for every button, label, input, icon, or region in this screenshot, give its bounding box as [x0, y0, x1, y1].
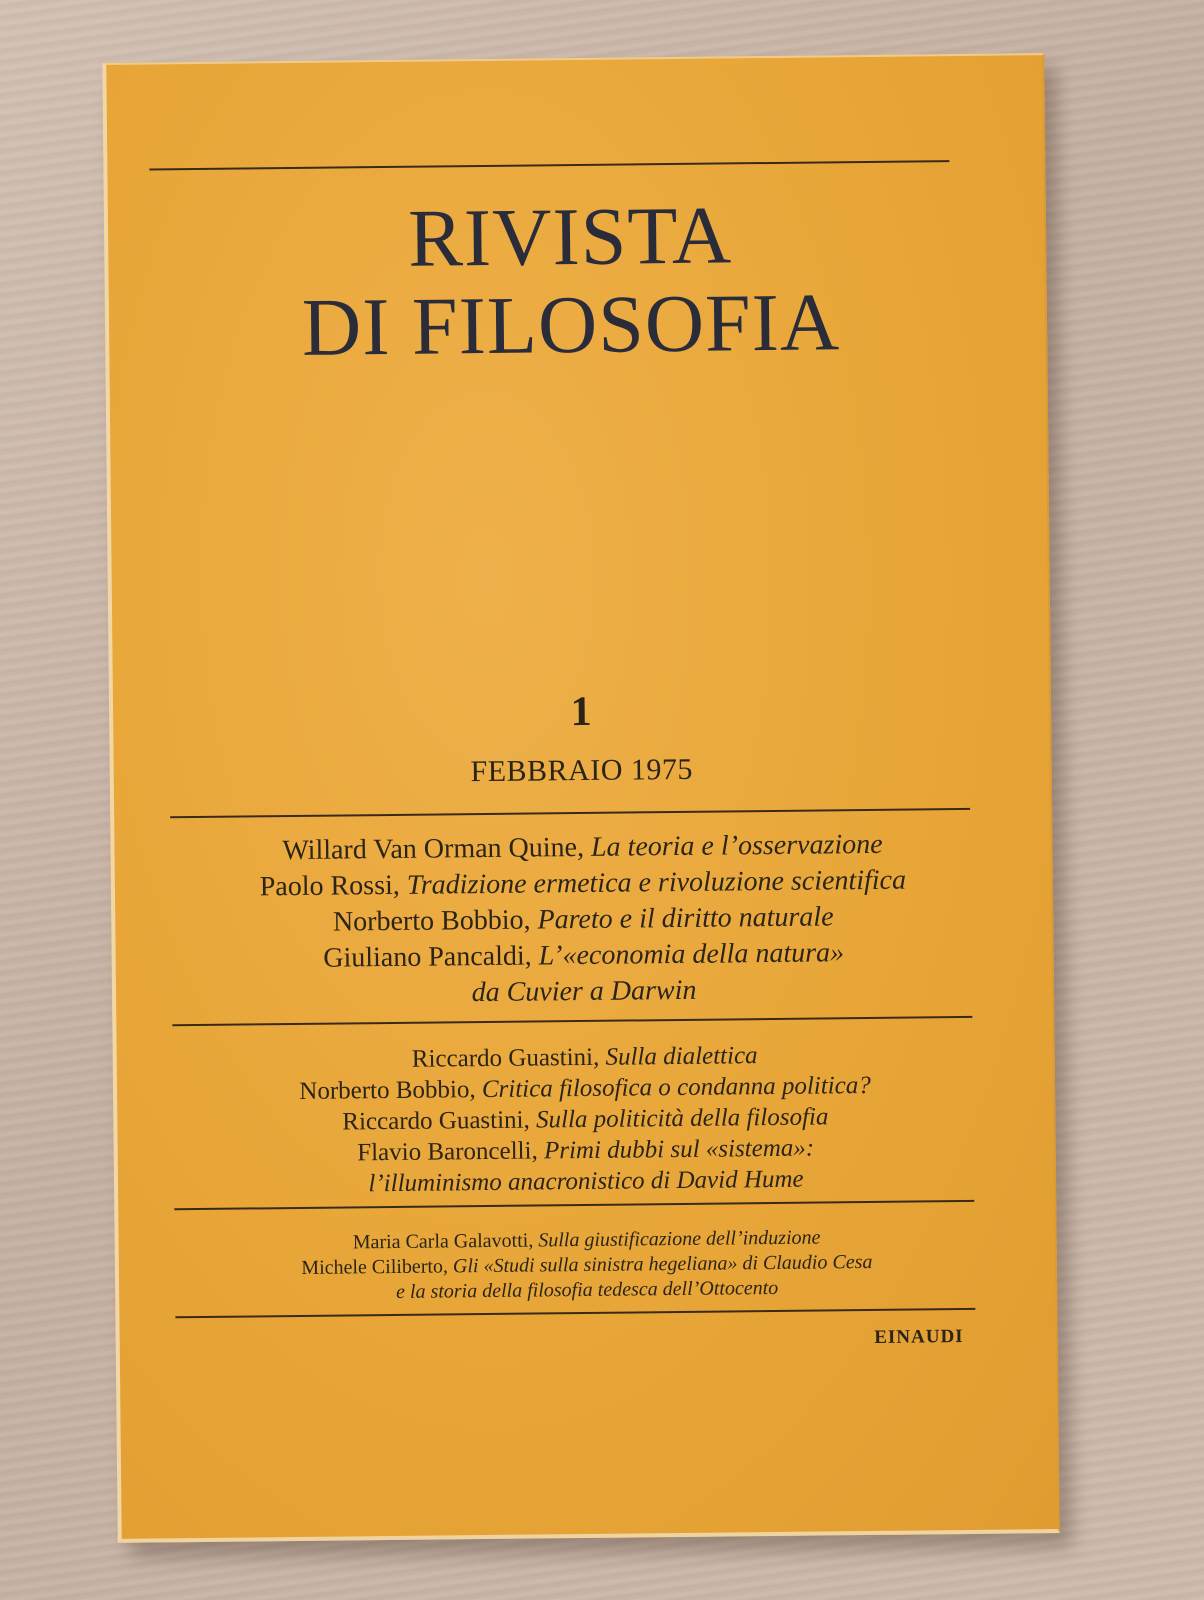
toc-title: La teoria e l’osservazione — [590, 828, 883, 863]
title-line-2: DI FILOSOFIA — [301, 276, 841, 373]
toc-author: Giuliano Pancaldi, — [323, 940, 532, 974]
toc-title: Sulla dialettica — [605, 1042, 758, 1071]
rule-2 — [172, 1016, 972, 1026]
toc-title: e la storia della filosofia tedesca dell’Ottocento — [395, 1276, 779, 1303]
toc-author: Flavio Baroncelli, — [357, 1137, 538, 1167]
title-line-1: RIVISTA — [407, 189, 733, 284]
toc-author: Riccardo Guastini, — [342, 1106, 530, 1136]
issue-number: 1 — [570, 688, 592, 736]
toc-author: Paolo Rossi, — [259, 869, 400, 903]
book-cover — [102, 53, 1059, 1543]
top-rule — [149, 160, 949, 170]
toc-section-b — [117, 1037, 1055, 1202]
toc-author: Maria Carla Galavotti, — [352, 1229, 534, 1254]
toc-title: Sulla politicità della filosofia — [535, 1103, 829, 1134]
rule-4 — [175, 1308, 975, 1318]
toc-title: Gli «Studi sulla sinistra hegeliana» di Claudio Cesa — [452, 1250, 873, 1278]
toc-author: Norberto Bobbio, — [299, 1076, 476, 1105]
toc-section-a — [114, 825, 1052, 1015]
toc-title: Critica filosofica o condanna politica? — [481, 1071, 871, 1104]
toc-title: Tradizione ermetica e rivoluzione scientifica — [406, 864, 907, 901]
toc-title: Pareto e il diritto naturale — [537, 901, 834, 936]
toc-author: Michele Ciliberto, — [301, 1255, 449, 1279]
toc-title: da Cuvier a Darwin — [471, 974, 697, 1009]
publisher-name: EINAUDI — [874, 1326, 964, 1348]
toc-title: l’illuminismo anacronistico di David Hume — [368, 1165, 804, 1198]
rule-3 — [174, 1200, 974, 1210]
toc-title: Sulla giustificazione dell’induzione — [538, 1226, 821, 1252]
rule-1 — [170, 808, 970, 818]
issue-date: FEBBRAIO 1975 — [470, 752, 694, 789]
toc-author: Norberto Bobbio, — [332, 904, 531, 938]
toc-section-c — [119, 1223, 1056, 1308]
toc-author: Willard Van Orman Quine, — [282, 831, 585, 867]
toc-author: Riccardo Guastini, — [411, 1043, 600, 1073]
toc-title: Primi dubbi sul «sistema»: — [543, 1134, 815, 1165]
toc-title: L’«economia della natura» — [538, 937, 845, 972]
